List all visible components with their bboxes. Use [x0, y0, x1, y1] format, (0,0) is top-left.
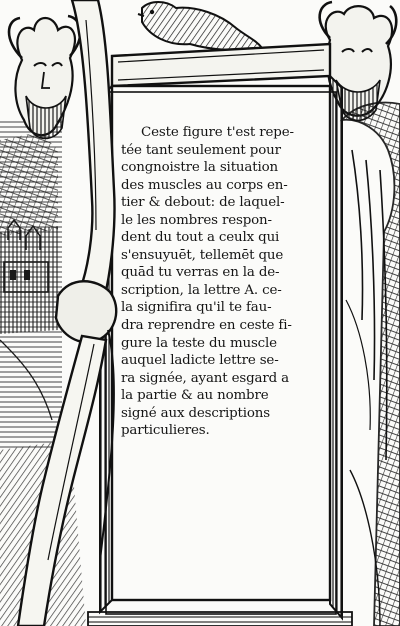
caption-line-6: le les nombres respon- [121, 212, 272, 228]
caption-line-16: la partie & au nombre [121, 388, 269, 404]
caption-line-15: ra signée, ayant esgard a [121, 370, 289, 386]
caption-line-4: des muscles au corps en- [121, 177, 288, 193]
caption-line-11: la signifira qu'il te fau- [121, 300, 272, 316]
caption-line-18: particulieres. [121, 423, 210, 439]
caption-line-1: Ceste figure t'est repe- [141, 125, 294, 140]
caption-line-3: congnoistre la situation [121, 160, 278, 176]
caption-line-10: scription, la lettre A. ce- [121, 282, 282, 298]
muscle-figure-right [342, 103, 400, 626]
caption-line-9: quād tu verras en la de- [121, 265, 280, 281]
caption-text [121, 124, 327, 440]
bird-top [138, 2, 262, 50]
caption-line-17: signé aux descriptions [121, 405, 270, 421]
caption-line-8: s'ensuyuēt, tellemēt que [121, 247, 284, 263]
caption-line-13: gure la teste du muscle [121, 335, 277, 351]
caption-line-12: dra reprendre en ceste fi- [121, 318, 292, 334]
caption-line-14: auquel ladicte lettre se- [121, 353, 279, 369]
caption-line-5: tier & debout: de laquel- [121, 195, 285, 211]
caption-line-2: tée tant seulement pour [121, 142, 281, 158]
caption-line-7: dent du tout a ceulx qui [121, 230, 280, 246]
